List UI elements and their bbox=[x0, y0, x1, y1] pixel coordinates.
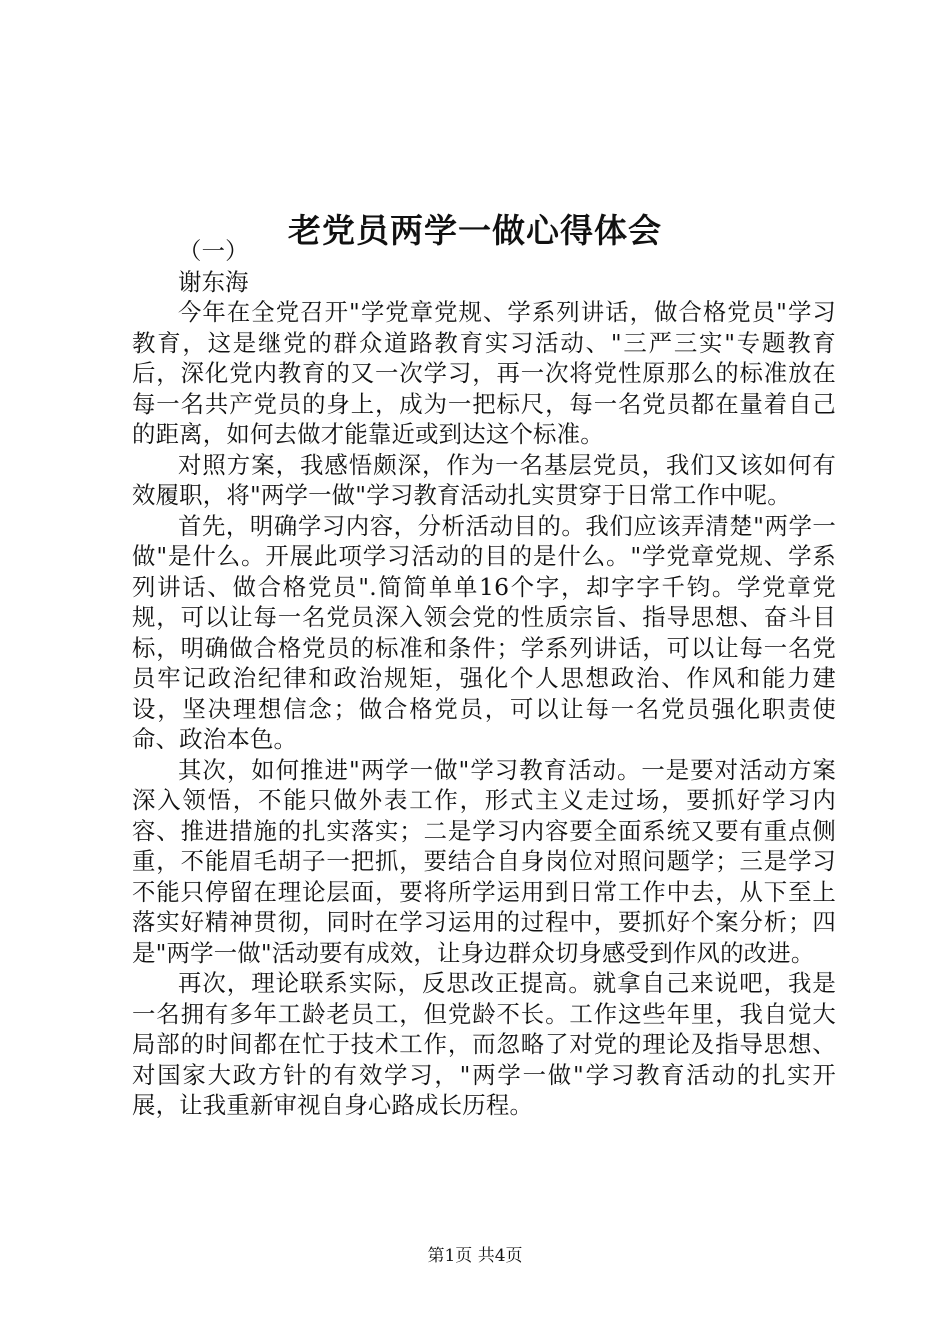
paragraph: 再次，理论联系实际，反思改正提高。就拿自己来说吧，我是一名拥有多年工龄老员工，但党龄不长。工作这些年里，我自觉大局部的时间都在忙于技术工作，而忽略了对党的理论及指导思想、对国家大政方针的有效学习，"两学一做"学习教育活动的扎实开展，让我重新审视自身心路成长历程。 bbox=[132, 969, 836, 1119]
paragraph: 其次，如何推进"两学一做"学习教育活动。一是要对活动方案深入领悟，不能只做外表工作，形式主义走过场，要抓好学习内容、推进措施的扎实落实；二是学习内容要全面系统又要有重点侧重，不能眉毛胡子一把抓，要结合自身岗位对照问题学；三是学习不能只停留在理论层面，要将所学运用到日常工作中去，从下至上落实好精神贯彻，同时在学习运用的过程中，要抓好个案分析；四是"两学一做"活动要有成效，让身边群众切身感受到作风的改进。 bbox=[132, 755, 836, 967]
page-footer: 第1页 共4页 bbox=[427, 1246, 523, 1266]
paragraph: 对照方案，我感悟颇深，作为一名基层党员，我们又该如何有效履职，将"两学一做"学习教育活动扎实贯穿于日常工作中呢。 bbox=[132, 450, 836, 509]
section-label: （一） bbox=[178, 237, 249, 265]
document-body bbox=[132, 236, 836, 1121]
paragraph: 首先，明确学习内容，分析活动目的。我们应该弄清楚"两学一做"是什么。开展此项学习活动的目的是什么。"学党章党规、学系列讲话、做合格党员".简简单单16个字，却字字千钧。学党章党规，可以让每一名党员深入领会党的性质宗旨、指导思想、奋斗目标，明确做合格党员的标准和条件；学系列讲话，可以让每一名党员牢记政治纪律和政治规矩，强化个人思想政治、作风和能力建设，坚决理想信念；做合格党员，可以让每一名党员强化职责使命、政治本色。 bbox=[132, 511, 836, 753]
document-title: 老党员两学一做心得体会 bbox=[288, 211, 662, 251]
author-name: 谢东海 bbox=[178, 267, 249, 296]
paragraph: 今年在全党召开"学党章党规、学系列讲话，做合格党员"学习教育，这是继党的群众道路教育实习活动、"三严三实"专题教育后，深化党内教育的又一次学习，再一次将党性原那么的标准放在每一名共产党员的身上，成为一把标尺，每一名党员都在量着自己的距离，如何去做才能靠近或到达这个标准。 bbox=[132, 298, 836, 448]
